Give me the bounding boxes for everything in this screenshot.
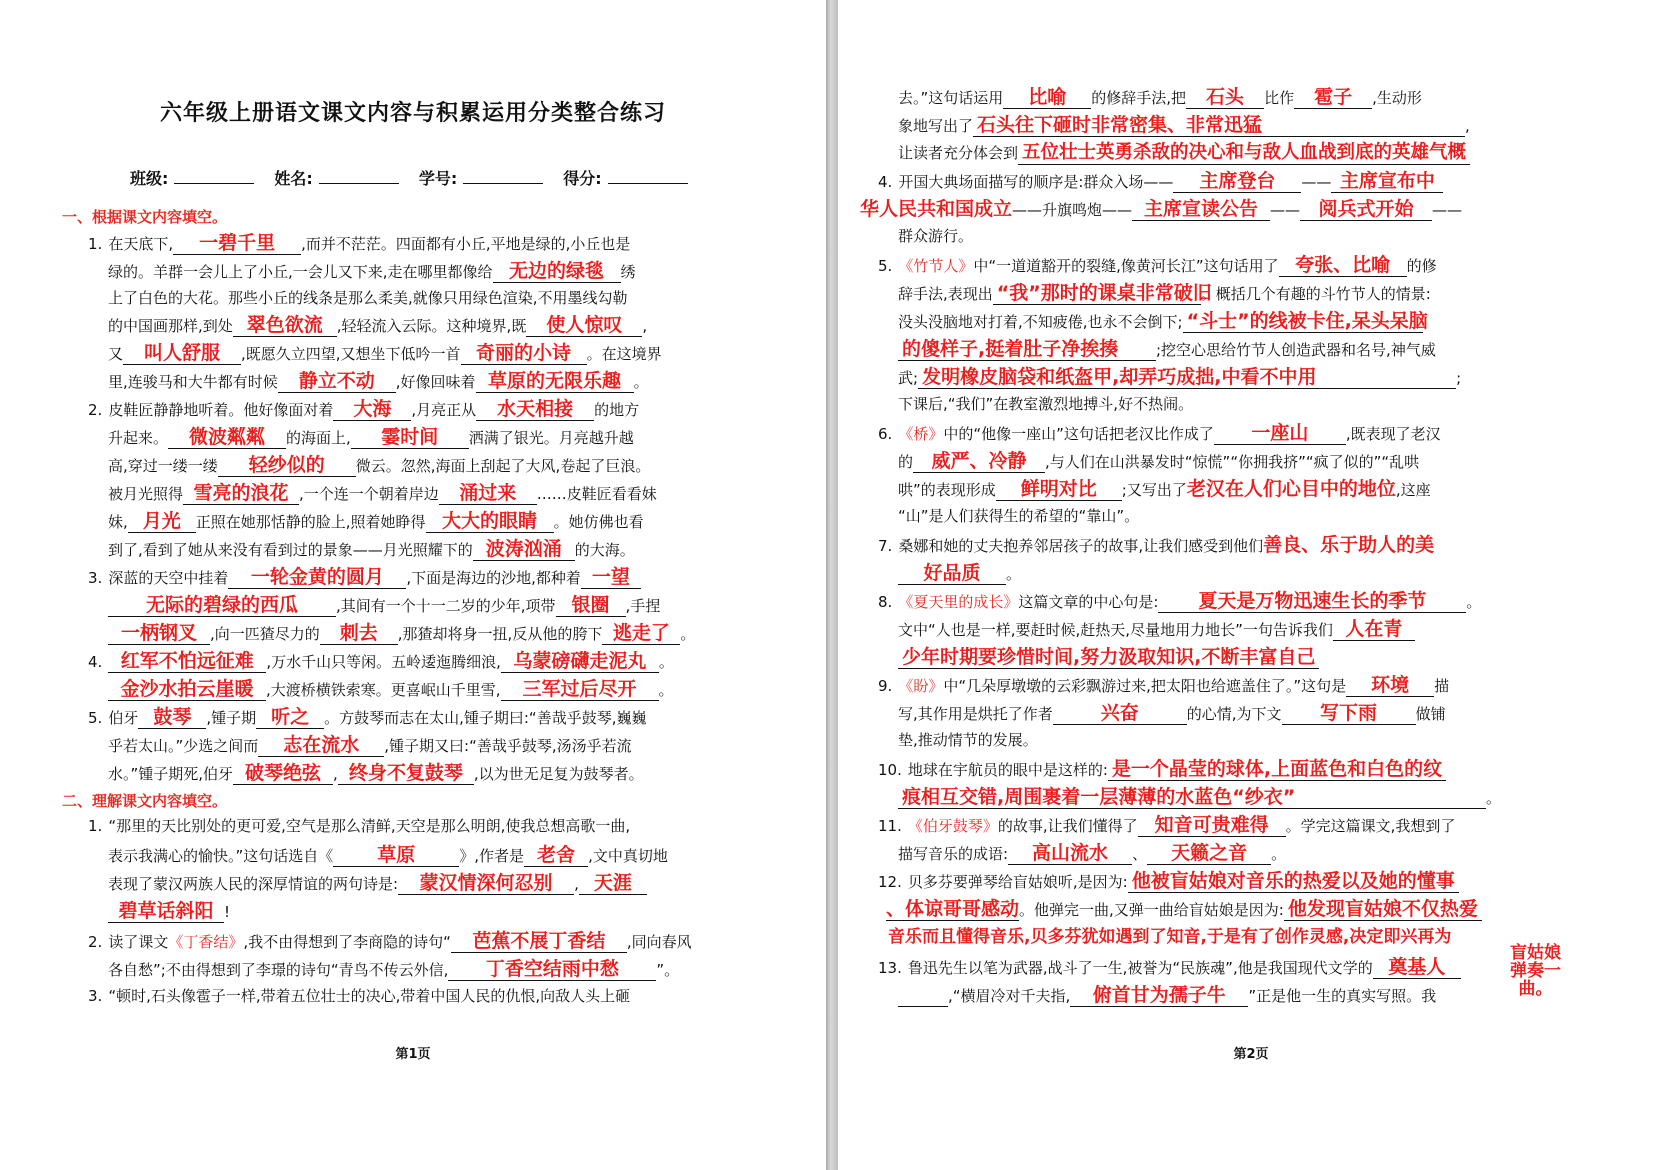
answer-blank: 鲜明对比 (996, 478, 1122, 501)
answer-blank: 静立不动 (278, 370, 396, 393)
margin-answer-note: 盲姑娘 弹奏一 曲。 (1510, 943, 1561, 999)
answer-blank: 华人民共和国成立 (860, 198, 1013, 220)
answer-blank: 使人惊叹 (526, 314, 642, 337)
p5-line-6: 下课后,“我们”在教室激烈地搏斗,好不热闹。 (898, 395, 1194, 413)
answer-blank: 音乐而且懂得音乐,贝多芬犹如遇到了知音,于是有了创作灵感,决定即兴再为 (888, 927, 1452, 947)
answer-blank: 轻纱似的 (218, 454, 356, 477)
answer-blank: 俯首甘为孺子牛 (1070, 984, 1248, 1007)
q4-line-1: 4. 红军不怕远征难 ,万水千山只等闲。五岭逶迤腾细浪, 乌蒙磅礴走泥丸 。 (88, 650, 674, 672)
student-id-field[interactable]: 学号: (419, 166, 543, 189)
q2-line-2: 升起来。 微波粼粼 的海面上, 霎时间 洒满了银光。月亮越升越 (108, 426, 634, 448)
q3-line-3: 一柄钢叉 ,向一匹猹尽力的 刺去 ,那猹却将身一扭,反从他的胯下 逃走了 。 (108, 622, 695, 645)
name-field[interactable]: 姓名: (274, 166, 398, 189)
p3-line-1: 3. “顿时,石头像雹子一样,带着五位壮士的决心,带着中国人民的仇恨,向敌人头上砸 (88, 987, 631, 1005)
q2-line-1: 2. 皮鞋匠静静地听着。他好像面对着 大海 ,月亮正从 水天相接 的地方 (88, 398, 640, 420)
p4-line-3: 群众游行。 (898, 227, 974, 245)
p2-line-2: 各自愁”;不由得想到了李璟的诗句“青鸟不传云外信, 丁香空结雨中愁 ”。 (108, 958, 680, 980)
answer-blank: 霎时间 (351, 426, 469, 449)
section-heading-2: 二、理解课文内容填空。 (62, 792, 228, 810)
answer-blank: 月光 (128, 510, 196, 533)
p5-line-3: 没头没脑地对打着,不知疲倦,也永不会倒下; “斗士”的线被卡住,呆头呆脑 (898, 310, 1428, 332)
answer-blank: 三军过后尽开 (501, 678, 659, 701)
lesson-title: 《盼》 (898, 677, 944, 695)
answer-blank: 大大的眼睛 (426, 510, 554, 533)
q1-line-5: 又 叫人舒服 ,既愿久立四望,又想坐下低吟一首 奇丽的小诗 。在这境界 (108, 342, 662, 364)
p5-line-2: 辞手法,表现出 “我”那时的课桌非常破旧。概括几个有趣的斗竹节人的情景: (898, 282, 1431, 304)
p9-line-1: 9. 《盼》中“几朵厚墩墩的云彩飘游过来,把太阳也给遮盖住了。”这句是 环境 描 (878, 674, 1450, 696)
p7-line-1: 7. 桑娜和她的丈夫抱养邻居孩子的故事,让我们感受到他们善良、乐于助人的美 (878, 534, 1435, 556)
q1-line-3: 上了白色的大花。那些小丘的线条是那么柔美,就像只用绿色渲染,不用墨线勾勒 (108, 289, 628, 307)
p11-line-2: 描写音乐的成语: 高山流水 、 天籁之音 。 (898, 842, 1287, 864)
answer-blank: 环境 (1346, 674, 1434, 697)
answer-blank: 天籁之音 (1147, 842, 1271, 865)
answer-blank: 无边的绿毯 (493, 260, 621, 283)
answer-blank: 比喻 (1003, 86, 1091, 109)
answer-blank: 翠色欲流 (233, 314, 337, 337)
answer-blank: “斗士”的线被卡住,呆头呆脑 (1183, 310, 1423, 333)
lesson-title: 《夏天里的成长》 (898, 593, 1019, 611)
p9-line-2: 写,其作用是烘托了作者 兴奋 的心情,为下文 写下雨 做铺 (898, 702, 1446, 724)
q2-line-3: 高,穿过一缕一缕 轻纱似的 微云。忽然,海面上刮起了大风,卷起了巨浪。 (108, 454, 651, 476)
section-heading-1: 一、根据课文内容填空。 (62, 208, 228, 226)
answer-blank: 的傻样子,挺着肚子净挨揍 (898, 338, 1156, 361)
answer-blank: 一望 (581, 566, 641, 589)
q2-line-5: 妹, 月光 正照在她那恬静的脸上,照着她睁得 大大的眼睛 。她仿佛也看 (108, 510, 644, 532)
answer-blank: 刺去 (320, 622, 398, 645)
answer-blank: 威严、冷静 (913, 450, 1045, 473)
p8-line-2: 文中“人也是一样,要赶时候,赶热天,尽量地用力地长”一句告诉我们 人在青 (898, 618, 1415, 641)
p5-line-4: 的傻样子,挺着肚子净挨揍 ;挖空心思给竹节人创造武器和名号,神气威 (898, 338, 1436, 361)
answer-blank: 他发现盲姑娘不仅热爱 (1284, 898, 1482, 921)
answer-blank: 主席登台 (1173, 170, 1301, 193)
p1-line-1: 1. “那里的天比别处的更可爱,空气是那么清鲜,天空是那么明朗,使我总想高歌一曲, (88, 817, 631, 835)
answer-blank: 、体谅哥哥感动 (886, 898, 1020, 920)
answer-blank: 老舍 (524, 844, 588, 867)
page-divider (826, 0, 838, 1170)
answer-blank: 丁香空结雨中愁 (448, 958, 656, 981)
lesson-title: 《伯牙鼓琴》 (907, 817, 998, 835)
p7-line-2: 好品质 。 (898, 562, 1021, 585)
p2-line-1: 2. 读了课文《丁香结》,我不由得想到了李商隐的诗句“ 芭蕉不展丁香结 ,同向春风 (88, 930, 692, 952)
student-info-line (130, 166, 688, 189)
page-number-2: 第2页 (1233, 1047, 1269, 1062)
p6-line-4: “山”是人们获得生的希望的“靠山”。 (898, 507, 1140, 525)
q1-line-6: 里,连骏马和大牛都有时候 静立不动 ,好像回味着 草原的无限乐趣 。 (108, 370, 649, 392)
answer-blank: 人在青 (1333, 618, 1415, 641)
answer-blank: 石头往下砸时非常密集、非常迅猛 (973, 114, 1465, 137)
lesson-title: 《丁香结》 (168, 933, 244, 951)
q5-line-2: 乎若太山。”少选之间而 志在流水 ,锺子期又曰:“善哉乎鼓琴,汤汤乎若流 (108, 734, 632, 756)
q3-line-1: 3. 深蓝的天空中挂着 一轮金黄的圆月 ,下面是海边的沙地,都种着 一望 (88, 566, 641, 589)
p8-line-3 (898, 646, 1319, 669)
answer-blank: 一轮金黄的圆月 (228, 566, 406, 589)
document-title: 六年级上册语文课文内容与积累运用分类整合练习 (159, 101, 666, 126)
q5-line-1: 5. 伯牙 鼓琴 ,锺子期 听之 。方鼓琴而志在太山,锺子期曰:“善哉乎鼓琴,巍巍 (88, 706, 647, 728)
answer-blank: 夸张、比喻 (1279, 254, 1407, 277)
p5-line-1: 5. 《竹节人》中“一道道豁开的裂缝,像黄河长江”这句话用了 夸张、比喻 的修 (878, 254, 1437, 276)
answer-blank: 是一个晶莹的球体,上面蓝色和白色的纹 (1108, 758, 1446, 781)
answer-blank: 阅兵式开始 (1300, 198, 1432, 221)
p6-line-3: 哄”的表现形成 鲜明对比 ;又写出了老汉在人们心目中的地位,这座 (898, 478, 1431, 500)
answer-blank: 一碧千里 (173, 232, 301, 255)
answer-blank: 水天相接 (476, 398, 594, 421)
answer-blank: 一座山 (1214, 422, 1346, 445)
answer-blank: 涌过来 (439, 482, 537, 505)
answer-blank: 雹子 (1294, 86, 1372, 109)
p12-line-2: 、体谅哥哥感动。他弹完一曲,又弹一曲给盲姑娘是因为: 他发现盲姑娘不仅热爱 (886, 898, 1482, 921)
answer-blank: 好品质 (898, 562, 1006, 585)
p4-line-2: 华人民共和国成立——升旗鸣炮—— 主席宣读公告 —— 阅兵式开始 —— (860, 198, 1463, 220)
answer-blank: 发明橡皮脑袋和纸盔甲,却弄巧成拙,中看不中用 (918, 366, 1456, 389)
answer-blank: 一柄钢叉 (108, 622, 210, 645)
p3-line-2: 去。”这句话运用 比喻 的修辞手法,把 石头 比作 雹子 ,生动形 (898, 86, 1422, 108)
answer-blank: 奠基人 (1373, 956, 1461, 979)
answer-blank: 少年时期要珍惜时间,努力汲取知识,不断丰富自己 (898, 646, 1319, 669)
answer-blank: 碧草话斜阳 (108, 900, 224, 923)
answer-blank: 草原的无限乐趣 (476, 370, 634, 393)
p8-line-1: 8. 《夏天里的成长》这篇文章的中心句是: 夏天是万物迅速生长的季节 。 (878, 590, 1482, 612)
p10-line-1: 10. 地球在宇航员的眼中是这样的: 是一个晶莹的球体,上面蓝色和白色的纹 (878, 758, 1446, 781)
answer-blank: 奇丽的小诗 (461, 342, 587, 365)
q2-line-4: 被月光照得 雪亮的浪花 ,一个连一个朝着岸边 涌过来 ……皮鞋匠看看妹 (108, 482, 657, 504)
answer-blank: 主席宣布中 (1331, 170, 1443, 193)
p13-line-1: 13. 鲁迅先生以笔为武器,战斗了一生,被誉为“民族魂”,他是我国现代文学的 奠基人 (878, 956, 1461, 979)
answer-blank: 雪亮的浪花 (183, 482, 299, 505)
answer-blank: 乌蒙磅礴走泥丸 (501, 650, 659, 673)
answer-blank: 逃走了 (602, 622, 680, 645)
lesson-title: 《竹节人》 (898, 257, 974, 275)
answer-blank: 叫人舒服 (123, 342, 241, 365)
answer-blank: 蒙汉情深何忍别 (398, 872, 574, 895)
p4-line-1: 4. 开国大典场面描写的顺序是:群众入场—— 主席登台 —— 主席宣布中 (878, 170, 1443, 193)
answer-blank: 老汉在人们心目中的地位 (1186, 478, 1396, 500)
p3-line-4: 让读者充分体会到 五位壮士英勇杀敌的决心和与敌人血战到底的英雄气概 (898, 142, 1470, 165)
answer-blank: 主席宣读公告 (1132, 198, 1270, 221)
p12-line-3 (888, 926, 1451, 948)
answer-blank: 微波粼粼 (168, 426, 286, 449)
page-2 (838, 0, 1664, 1170)
q5-line-3: 水。”锺子期死,伯牙 破琴绝弦 , 终身不复鼓琴 ,以为世无足复为鼓琴者。 (108, 762, 644, 784)
q2-line-6: 到了,看到了她从来没有看到过的景象——月光照耀下的 波涛汹涌 的大海。 (108, 538, 635, 560)
answer-blank: 痕相互交错,周围裹着一层薄薄的水蓝色“纱衣” (898, 786, 1486, 809)
answer-blank: 鼓琴 (138, 706, 206, 729)
answer-blank: 写下雨 (1282, 702, 1416, 725)
p11-line-1: 11. 《伯牙鼓琴》的故事,让我们懂得了 知音可贵难得 。学完这篇课文,我想到了 (878, 814, 1456, 836)
answer-blank: 知音可贵难得 (1138, 814, 1286, 837)
answer-blank: 兴奋 (1053, 702, 1187, 725)
answer-blank: 银圈 (556, 594, 626, 617)
answer-blank: 红军不怕远征难 (108, 650, 266, 673)
score-field[interactable]: 得分: (563, 166, 687, 189)
answer-blank: 芭蕉不展丁香结 (451, 930, 627, 953)
answer-blank: 终身不复鼓琴 (338, 762, 474, 785)
answer-blank: 听之 (256, 706, 324, 729)
answer-blank: 五位壮士英勇杀敌的决心和与敌人血战到底的英雄气概 (1018, 142, 1470, 165)
answer-blank: 石头 (1186, 86, 1264, 109)
q1-line-1: 1. 在天底下, 一碧千里 ,而并不茫茫。四面都有小丘,平地是绿的,小丘也是 (88, 232, 631, 254)
q1-line-4: 的中国画那样,到处 翠色欲流 ,轻轻流入云际。这种境界,既 使人惊叹 , (108, 314, 648, 336)
answer-blank: 草原 (333, 844, 459, 867)
answer-blank: 金沙水拍云崖暖 (108, 678, 266, 701)
answer-blank: 大海 (333, 398, 411, 421)
p3-line-3: 象地写出了 石头往下砸时非常密集、非常迅猛 , (898, 114, 1470, 136)
answer-blank: 夏天是万物迅速生长的季节 (1158, 590, 1466, 613)
p1-line-2: 表示我满心的愉快。”这句话选自《 草原 》,作者是 老舍 ,文中真切地 (108, 844, 668, 866)
p10-line-2: 痕相互交错,周围裹着一层薄薄的水蓝色“纱衣” 。 (898, 786, 1501, 809)
answer-blank: 志在流水 (258, 734, 384, 757)
lesson-title: 《桥》 (898, 425, 944, 443)
answer-blank: 善良、乐于助人的美 (1263, 534, 1435, 556)
p1-line-3: 表现了蒙汉两族人民的深厚情谊的两句诗是: 蒙汉情深何忍别 , 天涯 (108, 872, 647, 895)
p6-line-1: 6. 《桥》中的“他像一座山”这句话把老汉比作成了 一座山 ,既表现了老汉 (878, 422, 1441, 444)
answer-blank: “我”那时的课桌非常破旧 (993, 282, 1201, 305)
p13-line-2: ,“横眉冷对千夫指, 俯首甘为孺子牛 ”正是他一生的真实写照。我 (898, 984, 1436, 1007)
answer-blank: 他被盲姑娘对音乐的热爱以及她的懂事 (1128, 870, 1459, 893)
q3-line-2: 无际的碧绿的西瓜 ,其间有一个十一二岁的少年,项带 银圈 ,手捏 (108, 594, 660, 617)
answer-blank: 高山流水 (1008, 842, 1132, 865)
class-field[interactable]: 班级: (130, 166, 254, 189)
q1-line-2: 绿的。羊群一会儿上了小丘,一会儿又下来,走在哪里都像给 无边的绿毯 绣 (108, 260, 636, 282)
p12-line-1: 12. 贝多芬要弹琴给盲姑娘听,是因为: 他被盲姑娘对音乐的热爱以及她的懂事 (878, 870, 1459, 893)
p5-line-5: 武; 发明橡皮脑袋和纸盔甲,却弄巧成拙,中看不中用 ; (898, 366, 1462, 388)
answer-blank: 无际的碧绿的西瓜 (108, 594, 336, 617)
q4-line-2: 金沙水拍云崖暖 ,大渡桥横铁索寒。更喜岷山千里雪, 三军过后尽开 。 (108, 678, 674, 701)
page-number-1: 第1页 (395, 1047, 431, 1062)
p6-line-2: 的 威严、冷静 ,与人们在山洪暴发时“惊慌”“你拥我挤”“疯了似的”“乱哄 (898, 450, 1420, 472)
p1-line-4: 碧草话斜阳 ! (108, 900, 230, 923)
answer-blank: 波涛汹涌 (473, 538, 575, 561)
answer-blank: 天涯 (579, 872, 647, 895)
answer-blank: 破琴绝弦 (233, 762, 333, 785)
p9-line-3: 垫,推动情节的发展。 (898, 731, 1038, 749)
page-1 (0, 0, 826, 1170)
